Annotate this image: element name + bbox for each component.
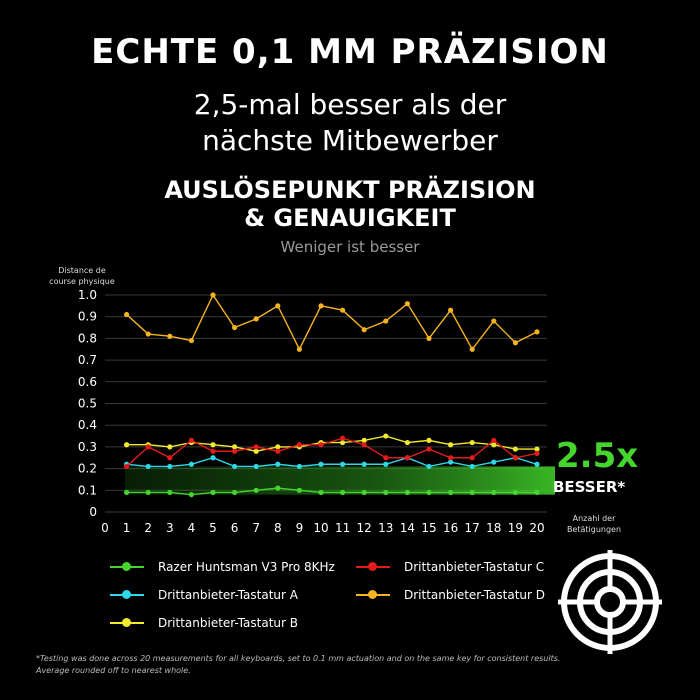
y-tick-label: 0.5 — [77, 396, 97, 411]
data-point — [189, 462, 194, 467]
data-point — [297, 347, 302, 352]
data-point — [167, 455, 172, 460]
data-point — [210, 455, 215, 460]
y-tick-label: 0.7 — [77, 353, 97, 368]
x-tick-label: 2 — [144, 521, 153, 535]
x-tick-label: 18 — [486, 521, 502, 535]
legend-right-column — [356, 560, 545, 602]
legend-swatch-dot — [368, 590, 377, 599]
improvement-label: BESSER* — [553, 478, 626, 496]
data-point — [210, 292, 215, 297]
data-point — [426, 446, 431, 451]
subheadline-line-2: nächste Mitbewerber — [202, 124, 498, 157]
data-point — [383, 462, 388, 467]
y-tick-label: 0.2 — [77, 461, 97, 476]
x-tick-label: 20 — [529, 521, 545, 535]
y-tick-label: 0.6 — [77, 374, 97, 389]
x-tick-label: 6 — [230, 521, 239, 535]
subheadline-line-1: 2,5-mal besser als der — [193, 88, 507, 121]
data-point — [124, 312, 129, 317]
data-point — [318, 490, 323, 495]
data-point — [470, 347, 475, 352]
y-axis-label-line-1: Distance de — [58, 266, 106, 275]
legend-label: Drittanbieter-Tastatur C — [404, 560, 545, 574]
data-point — [340, 308, 345, 313]
data-point — [232, 325, 237, 330]
legend-item — [356, 588, 545, 602]
data-point — [275, 462, 280, 467]
data-point — [275, 486, 280, 491]
data-point — [405, 440, 410, 445]
x-tick-label: 9 — [295, 521, 304, 535]
data-point — [254, 488, 259, 493]
data-point — [146, 490, 151, 495]
data-point — [513, 446, 518, 451]
series-line — [127, 295, 537, 349]
data-point — [405, 301, 410, 306]
legend-item — [110, 560, 335, 574]
data-point — [405, 455, 410, 460]
data-point — [340, 490, 345, 495]
data-point — [405, 490, 410, 495]
data-point — [254, 444, 259, 449]
data-point — [318, 462, 323, 467]
data-point — [124, 464, 129, 469]
y-tick-label: 1.0 — [77, 288, 97, 302]
data-point — [491, 318, 496, 323]
x-tick-label: 10 — [313, 521, 329, 535]
data-point — [275, 449, 280, 454]
target-icon — [558, 550, 662, 654]
x-tick-label: 13 — [378, 521, 394, 535]
x-tick-label: 5 — [209, 521, 217, 535]
legend-label: Drittanbieter-Tastatur D — [404, 588, 545, 602]
legend-label: Drittanbieter-Tastatur B — [158, 616, 298, 630]
data-point — [189, 492, 194, 497]
data-point — [210, 490, 215, 495]
y-tick-label: 0.8 — [77, 331, 97, 346]
x-axis-label-line-1: Anzahl der — [572, 514, 616, 523]
series-line — [127, 458, 537, 467]
footnote — [36, 653, 560, 677]
data-point — [318, 303, 323, 308]
data-point — [167, 444, 172, 449]
data-point — [448, 490, 453, 495]
x-axis-label-line-2: Betätigungen — [566, 525, 622, 534]
legend-label: Drittanbieter-Tastatur A — [158, 588, 298, 602]
data-point — [146, 331, 151, 336]
footnote-line-1: *Testing was done across 20 measurements for all keyboards, set to 0.1 mm actuation and on the same key for consistent results. — [36, 654, 561, 663]
x-tick-label: 19 — [507, 521, 524, 535]
data-point — [232, 490, 237, 495]
data-point — [297, 488, 302, 493]
x-tick-label: 8 — [273, 521, 282, 535]
data-point — [470, 490, 475, 495]
legend-swatch — [110, 561, 144, 573]
data-point — [254, 464, 259, 469]
data-point — [448, 442, 453, 447]
data-point — [470, 440, 475, 445]
x-tick-label: 15 — [421, 521, 437, 535]
chart-subtitle: Weniger ist besser — [280, 238, 420, 256]
data-point — [189, 438, 194, 443]
data-point — [470, 455, 475, 460]
data-point — [534, 329, 539, 334]
data-point — [362, 462, 367, 467]
data-point — [124, 490, 129, 495]
data-point — [146, 464, 151, 469]
data-point — [318, 442, 323, 447]
legend-left-column — [110, 560, 335, 630]
y-tick-label: 0.9 — [77, 309, 97, 324]
data-point — [340, 436, 345, 441]
headline: ECHTE 0,1 MM PRÄZISION — [91, 32, 609, 72]
data-point — [426, 438, 431, 443]
data-point — [534, 462, 539, 467]
data-point — [232, 464, 237, 469]
data-point — [491, 438, 496, 443]
data-point — [426, 336, 431, 341]
data-point — [340, 462, 345, 467]
data-point — [210, 449, 215, 454]
legend-swatch — [356, 561, 390, 573]
data-point — [167, 490, 172, 495]
x-tick-label: 12 — [356, 521, 372, 535]
data-point — [254, 316, 259, 321]
data-point — [362, 442, 367, 447]
x-tick-label: 16 — [442, 521, 459, 535]
legend-swatch-dot — [122, 562, 131, 571]
legend-swatch — [110, 617, 144, 629]
x-tick-label: 11 — [334, 521, 351, 535]
data-point — [513, 490, 518, 495]
legend-label: Razer Huntsman V3 Pro 8KHz — [158, 560, 335, 574]
x-tick-label: 3 — [165, 521, 174, 535]
legend-item — [356, 560, 545, 574]
data-point — [297, 442, 302, 447]
y-tick-label: 0.4 — [77, 418, 97, 433]
data-point — [362, 327, 367, 332]
data-point — [448, 308, 453, 313]
chart-title-line-2: & GENAUIGKEIT — [244, 204, 456, 232]
data-point — [383, 433, 388, 438]
improvement-multiplier: 2.5x — [556, 436, 639, 476]
data-point — [383, 318, 388, 323]
y-tick-label: 0 — [89, 505, 97, 519]
data-point — [362, 490, 367, 495]
legend-item — [110, 588, 335, 602]
legend-swatch — [356, 589, 390, 601]
data-point — [491, 459, 496, 464]
data-point — [210, 442, 215, 447]
data-point — [189, 338, 194, 343]
x-tick-label: 17 — [464, 521, 480, 535]
x-tick-label: 14 — [399, 521, 416, 535]
x-tick-label: 7 — [252, 521, 261, 535]
data-point — [534, 490, 539, 495]
data-point — [426, 490, 431, 495]
data-point — [275, 303, 280, 308]
highlight-band — [125, 466, 555, 494]
data-point — [297, 464, 302, 469]
data-point — [232, 449, 237, 454]
x-tick-label: 1 — [122, 521, 131, 535]
x-tick-label: 4 — [187, 521, 196, 535]
chart-title-line-1: AUSLÖSEPUNKT PRÄZISION — [164, 176, 536, 204]
data-point — [383, 455, 388, 460]
data-point — [426, 464, 431, 469]
legend-item — [110, 616, 335, 630]
data-point — [513, 455, 518, 460]
data-point — [470, 464, 475, 469]
data-point — [124, 442, 129, 447]
data-point — [491, 490, 496, 495]
data-point — [167, 334, 172, 339]
x-tick-label: 0 — [101, 521, 109, 535]
data-point — [448, 455, 453, 460]
legend-swatch — [110, 589, 144, 601]
y-tick-label: 0.1 — [77, 483, 97, 498]
legend-swatch-dot — [122, 618, 131, 627]
legend-swatch-dot — [368, 562, 377, 571]
data-point — [534, 451, 539, 456]
legend-swatch-dot — [122, 590, 131, 599]
data-point — [146, 444, 151, 449]
y-axis-label-line-2: course physique — [49, 277, 115, 286]
data-point — [167, 464, 172, 469]
footnote-line-2: Average rounded off to nearest whole. — [36, 666, 191, 675]
data-point — [383, 490, 388, 495]
y-tick-label: 0.3 — [77, 439, 97, 454]
data-point — [513, 340, 518, 345]
